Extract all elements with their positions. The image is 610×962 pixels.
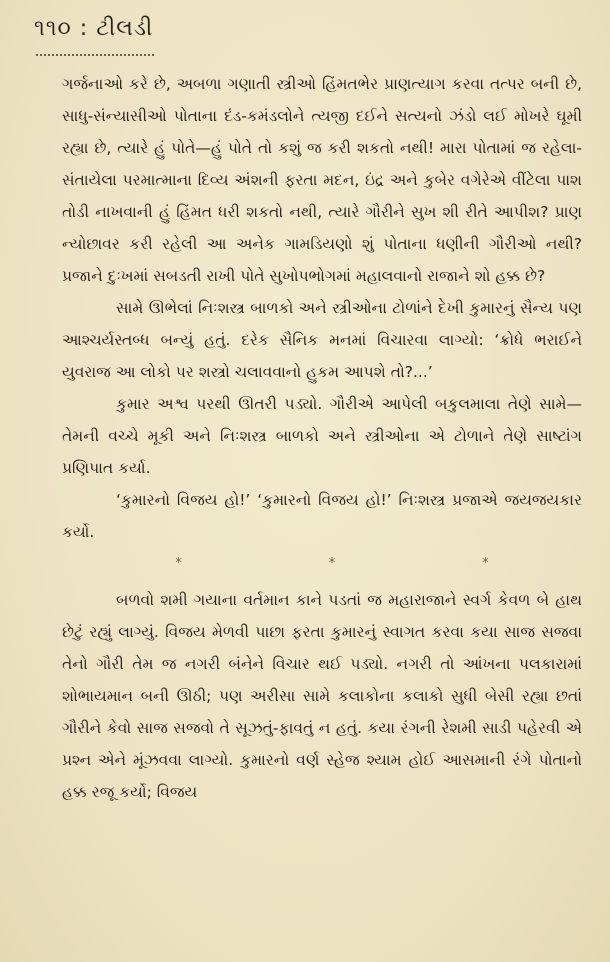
page-header: ૧૧૦ : ટીલડી [34,16,154,41]
paragraph-text: બળવો શમી ગયાના વર્તમાન કાને પડતાં જ મહારાજાને સ્વર્ગ કેવળ બે હાથ છેટું રહ્યું લાગ્યું. વિજય મેળવી પાછા ફરતા કુમારનું સ્વાગત કરવા કયા સાજ સજવા તેનો ગૌરી તેમ જ નગરી બંનેને વિચાર થઈ પડ્યો. નગરી તો આંખના પલકારામાં શોભાયમાન બની ઊઠી; પણ અરીસા સામે કલાકોના કલાકો સુધી બેસી રહ્યા છતાં ગૌરીને કેવો સાજ સજવો તે સૂઝતું-ફાવતું ન હતું. કયા રંગની રેશમી સાડી પહેરવી એ પ્રશ્ન એને મૂંઝવવા લાગ્યો. કુમારનો વર્ણ સ્હેજ શ્યામ હોઈ આસમાની રંગે પોતાનો હક્ક રજૂ કર્યો; વિજય [62,591,582,801]
paragraph-3 [62,388,582,484]
section-separator [102,556,562,578]
paragraph-text: ‘કુમારનો વિજય હો!’ ‘કુમારનો વિજય હો!’ નિઃશસ્ત્ર પ્રજાએ જયજયકાર કર્યો. [62,491,582,541]
header-underline [36,50,154,56]
separator-star: * [328,556,336,571]
separator-star: * [175,556,182,571]
separator-star: * [482,556,489,571]
paragraph-5 [62,584,582,808]
body-text [62,68,582,808]
paragraph-text: કુમાર અશ્વ પરથી ઊતરી પડ્યો. ગૌરીએ આપેલી બકુલમાલા તેણે સામે—તેમની વચ્ચે મૂકી અને નિઃશસ્ત્ર બાળકો અને સ્ત્રીઓના એ ટોળાને તેણે સાષ્ટાંગ પ્રણિપાત કર્યા. [62,395,582,477]
paragraph-text: સામે ઊભેલાં નિઃશસ્ત્ર બાળકો અને સ્ત્રીઓના ટોળાંને દેખી કુમારનું સૈન્ય પણ આશ્ચર્યસ્તબ્ધ બન્યું હતું. દરેક સૈનિક મનમાં વિચારવા લાગ્યો: ‘ક્રોધે ભરાઈને યુવરાજ આ લોકો પર શસ્ત્રો ચલાવવાનો હુકમ આપશે તો?...’ [62,299,582,381]
paragraph-1 [62,68,582,292]
paragraph-text: ગર્જનાઓ કરે છે, અબળા ગણાતી સ્ત્રીઓ હિંમતભેર પ્રાણત્યાગ કરવા તત્પર બની છે, સાધુ-સંન્યાસીઓ પોતાના દંડ-કમંડલોને ત્યજી દઈને સત્યનો ઝંડો લઈ મોખરે ઘૂમી રહ્યા છે, ત્યારે હું પોતે—હું પોતે તો કશું જ કરી શકતો નથી! મારા પોતામાં જ રહેલા-સંતાયેલા પરમાત્માના દિવ્ય અંશની ફરતા મદન, ઇંદ્ર અને કુબેર વગેરેએ વીંટેલા પાશ તોડી નાખવાની હું હિંમત ધરી શકતો નથી, ત્યારે ગૌરીને સુખ શી રીતે આપીશ? પ્રાણ ન્યોછાવર કરી રહેલી આ અનેક ગામડિયણો શું પોતાના ધણીની ગૌરીઓ નથી? પ્રજાને દુઃખમાં સબડતી રાખી પોતે સુખોપભોગમાં મહાલવાનો રાજાને શો હક્ક છે? [62,75,582,285]
paragraph-2 [62,292,582,388]
paragraph-4 [62,484,582,548]
